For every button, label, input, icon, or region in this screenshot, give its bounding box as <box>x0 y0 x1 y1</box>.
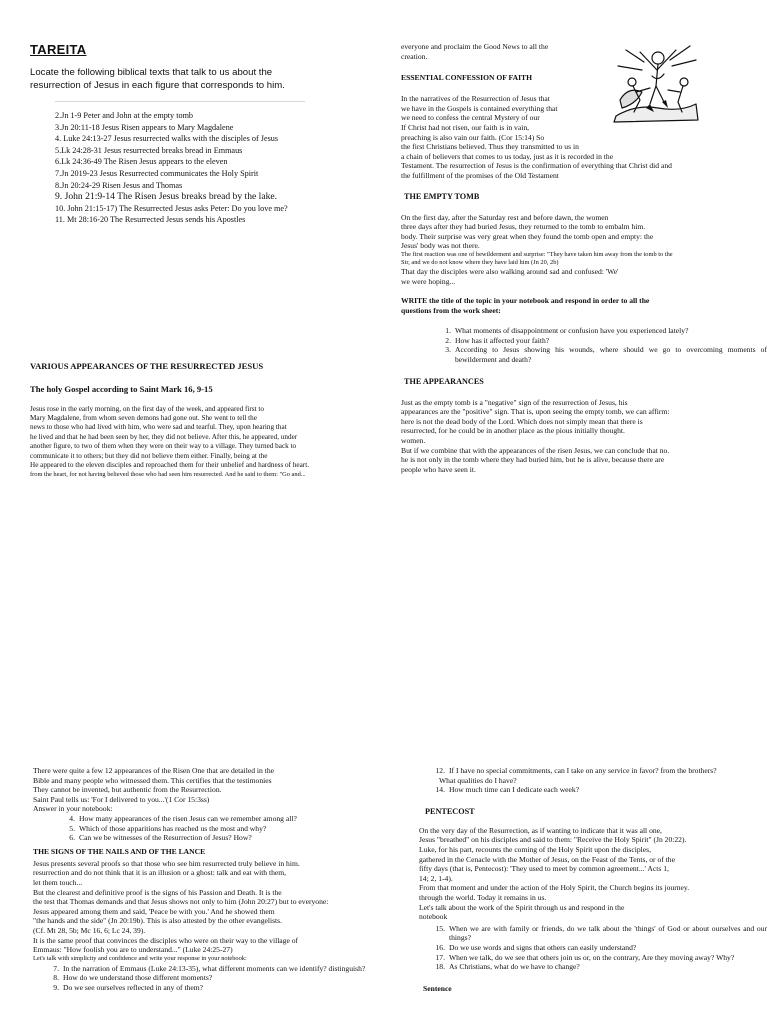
question-list-2 <box>55 814 363 843</box>
question-item <box>55 824 363 834</box>
signs-heading: THE SIGNS OF THE NAILS AND OF THE LANCE <box>33 846 206 856</box>
signs-text <box>33 859 363 955</box>
text-line: They cannot be invented, but authentic from the Resurrection. <box>33 785 222 795</box>
text-line: creation. <box>401 51 428 61</box>
text-line: Jesus "breathed" on his disciples and said to them: "Receive the Holy Spirit" (Jn 20:22). <box>419 835 687 845</box>
text-line: fifty days (that is, Pentecost): 'They used to meet by common agreement...' Acts 1, <box>419 864 669 874</box>
text-line: Just as the empty tomb is a "negative" sign of the resurrection of Jesus, his <box>401 397 628 407</box>
text-line: appearances are the "positive" sign. That is, upon seeing the empty tomb, we can affirm: <box>401 407 670 417</box>
reference-item: 10. John 21:15-17) The Resurrected Jesus asks Peter: Do you love me? <box>55 203 288 213</box>
reference-item: 9. John 21:9-14 The Risen Jesus breaks bread by the lake. <box>55 191 278 203</box>
question-text: When we are with family or friends, do we talk about the 'things' of God or about ourselves and our things? <box>449 923 767 943</box>
question-item <box>39 983 394 993</box>
question-text: In the narration of Emmaus (Luke 24:13-35), what different moments can we identify? distinguish? <box>63 963 366 973</box>
text-line: people who have seen it. <box>401 464 476 474</box>
text-line: news to those who had lived with him, who were sad and tearful. They, upon hearing that <box>30 423 287 432</box>
write-instruction <box>401 296 767 315</box>
text-line: Emmaus: "How foolish you are to understand..." (Luke 24:25-27) <box>33 945 233 955</box>
resurrection-illustration <box>606 42 702 124</box>
reference-item: 6.Lk 24:36-49 The Risen Jesus appears to the eleven <box>55 157 228 167</box>
text-line: we have in the Gospels is contained everything that <box>401 103 558 113</box>
text-line: preaching is also vain our faith. (Cor 15:14) So <box>401 132 545 142</box>
question-number: 17. <box>435 952 445 962</box>
text-line: resurrection and do not think that it is an illusion or a ghost: talk and eat with them, <box>33 868 287 878</box>
text-line: Luke, for his part, recounts the coming of the Holy Spirit upon the disciples, <box>419 844 651 854</box>
right-top-column <box>401 42 767 474</box>
question-list-4 <box>425 766 745 776</box>
gospel-continuation: from the heart, for not having believed those who had seen him resurrected. And he said to them: "Go and... <box>30 471 306 479</box>
question-item <box>425 766 745 776</box>
empty-tomb-text <box>401 213 767 251</box>
question-item <box>55 814 363 824</box>
text-line: another figure, to two of them when they were on their way to a village. They turned back to <box>30 442 297 451</box>
empty-tomb-quote <box>401 251 767 267</box>
question-number: 7. <box>53 963 59 973</box>
text-line: Answer in your notebook: <box>33 804 113 814</box>
question-text: How do we understand those different moments? <box>63 973 213 983</box>
text-line: here is not the dead body of the Lord. Which does not simply mean that there is <box>401 416 643 426</box>
text-line: the fulfillment of the promises of the Old Testament <box>401 170 559 180</box>
question-text: Do we use words and signs that others can easily understand? <box>449 942 637 952</box>
text-line: Saint Paul tells us: 'For I delivered to you...'(1 Cor 15:3ss) <box>33 794 210 804</box>
text-line: Bible and many people who witnessed them. This certifies that the testimonies <box>33 775 272 785</box>
text-line: On the very day of the Resurrection, as if wanting to indicate that it was all one, <box>419 825 662 835</box>
reference-item: 5.Lk 24:28-31 Jesus resurrected breaks bread in Emmaus <box>55 145 243 155</box>
text-line: we need to confess the central Mystery of our <box>401 113 540 123</box>
question-list-5 <box>425 785 745 795</box>
text-line: From that moment and under the action of the Holy Spirit, the Church begins its journey. <box>419 883 690 893</box>
question-number: 16. <box>435 942 445 952</box>
empty-tomb-text-2 <box>401 267 767 286</box>
signs-instruction: Let's talk with simplicity and confidence and write your response in your notebook: <box>33 954 247 962</box>
text-line: Jesus rose in the early morning, on the first day of the week, and appeared first to <box>30 404 264 413</box>
text-line: But the clearest and definitive proof is the signs of his Passion and Death. It is the <box>33 887 282 897</box>
question-number: 18. <box>435 962 445 972</box>
reference-item: 7.Jn 2019-23 Jesus Resurrected communicates the Holy Spirit <box>55 168 259 178</box>
reference-item: 4. Luke 24:13-27 Jesus resurrected walks with the disciples of Jesus <box>55 134 279 144</box>
text-line: Sir, and we do not know where they have laid him (Jn 20, 2b) <box>401 258 559 266</box>
reference-item: 11. Mt 28:16-20 The Resurrected Jesus sends his Apostles <box>55 215 246 225</box>
text-line: (Cf. Mt 28, 5b; Mc 16, 6; Lc 24, 39). <box>33 925 146 935</box>
text-line: WRITE the title of the topic in your notebook and respond in order to all the <box>401 296 650 306</box>
text-line: he lived and that he had been seen by her, they did not believe. After this, he appeared, under <box>30 432 298 441</box>
question-item <box>55 833 363 843</box>
reference-item: 2.Jn 1-9 Peter and John at the empty tomb <box>55 111 194 120</box>
the-appearances-text <box>401 398 767 475</box>
cut-line <box>55 101 305 102</box>
question-list-3 <box>39 964 394 993</box>
question-text: Do we see ourselves reflected in any of them? <box>63 982 204 992</box>
question-text: How much time can I dedicate each week? <box>449 785 580 795</box>
qualities-question: What qualities do I have? <box>439 775 517 785</box>
text-line: he is not only in the tomb where they had buried him, but he is alive, because there are <box>401 455 665 465</box>
text-line: everyone and proclaim the Good News to all the <box>401 42 549 51</box>
question-item <box>425 924 767 943</box>
text-line: He appeared to the eleven disciples and reproached them for their unbelief and hardness of heart. <box>30 461 309 470</box>
the-appearances-heading: THE APPEARANCES <box>404 376 484 386</box>
text-line: "the hands and the side" (Jn 20:19b). This is also attested by the other evangelists. <box>33 916 283 926</box>
question-number: 9. <box>53 982 59 992</box>
text-line: In the narratives of the Resurrection of Jesus that <box>401 94 550 104</box>
text-line: body. Their surprise was very great when they found the tomb open and empty: the <box>401 231 654 241</box>
pentecost-text <box>419 826 767 922</box>
text-line: the first Christians believed. Thus they transmitted to us in <box>401 142 579 152</box>
text-line: Mary Magdalene, from whom seven demons had gone out. She went to tell the <box>30 414 257 422</box>
text-line: women. <box>401 436 426 446</box>
question-number: 12. <box>435 766 445 775</box>
text-line: There were quite a few 12 appearances of the Risen One that are detailed in the <box>33 766 274 775</box>
question-number: 6. <box>69 833 75 843</box>
text-line: through the world. Today it remains in us. <box>419 892 547 902</box>
question-number: 3. <box>445 345 451 355</box>
text-line: gathered in the Cenacle with the Mother of Jesus, on the Feast of the Tents, or of the <box>419 854 675 864</box>
text-line: It is the same proof that convinces the disciples who were on their way to the village of <box>33 935 299 945</box>
question-text: If I have no special commitments, can I take on any service in favor? from the brothers? <box>449 766 717 775</box>
question-number: 8. <box>53 973 59 983</box>
question-item <box>39 973 394 983</box>
empty-tomb-heading: THE EMPTY TOMB <box>404 191 480 201</box>
question-list-1 <box>431 326 767 364</box>
left-bottom-column <box>33 766 366 992</box>
question-text: As Christians, what do we have to change? <box>449 962 580 972</box>
text-line: the test that Thomas demands and that Jesus shows not only to him (John 20:27) but to everyone: <box>33 897 329 907</box>
question-number: 4. <box>69 813 75 823</box>
appearances-heading: VARIOUS APPEARANCES OF THE RESURRECTED JESUS <box>30 361 264 371</box>
question-item <box>39 964 394 974</box>
question-number: 14. <box>435 785 445 795</box>
appearances-intro-text <box>33 766 363 814</box>
text-line: questions from the work sheet: <box>401 305 501 315</box>
confession-text <box>401 94 767 180</box>
text-line: That day the disciples were also walking around sad and confused: 'We' <box>401 266 619 276</box>
text-line: we were hoping... <box>401 276 456 286</box>
text-line: Jesus' body was not there. <box>401 241 480 251</box>
question-text: When we talk, do we see that others join us or, on the contrary, Are they moving away? Why? <box>449 952 735 962</box>
text-line: But if we combine that with the appearances of the risen Jesus, we can conclude that no. <box>401 445 670 455</box>
text-line: Let's talk about the work of the Spirit through us and respond in the <box>419 902 625 912</box>
question-item <box>431 345 767 364</box>
question-number: 5. <box>69 823 75 833</box>
pentecost-heading: PENTECOST <box>425 806 475 816</box>
question-text: How has it affected your faith? <box>455 335 550 345</box>
gospel-text <box>30 405 350 471</box>
instruction-text: Locate the following biblical texts that talk to us about the resurrection of Jesus in each figure that corresponds to him. <box>30 67 285 91</box>
question-text: According to Jesus showing his wounds, where should we go to overcoming moments of bewilderment and death? <box>455 345 767 365</box>
text-line: let them touch... <box>33 877 83 887</box>
question-number: 2. <box>445 335 451 345</box>
question-text: Can we be witnesses of the Resurrection of Jesus? How? <box>79 833 252 843</box>
question-text: What moments of disappointment or confusion have you experienced lately? <box>455 326 689 336</box>
reference-item: 8.Jn 20:24-29 Risen Jesus and Thomas <box>55 180 183 190</box>
page-title: TAREITA <box>30 42 87 57</box>
text-line: On the first day, after the Saturday rest and before dawn, the women <box>401 212 609 222</box>
confession-heading: ESSENTIAL CONFESSION OF FAITH <box>401 73 533 83</box>
question-number: 15. <box>435 923 445 933</box>
question-number: 1. <box>445 326 451 336</box>
question-text: How many appearances of the risen Jesus can we remember among all? <box>79 813 297 823</box>
text-line: three days after they had buried Jesus, they returned to the tomb to embalm him. <box>401 222 646 232</box>
left-top-column <box>30 42 350 93</box>
biblical-references-list <box>55 101 305 241</box>
question-item <box>431 336 767 346</box>
question-item <box>425 953 767 963</box>
sentence-heading: Sentence <box>423 983 452 993</box>
text-line: Jesus appeared among them and said, 'Peace be with you.' And he showed them <box>33 906 275 916</box>
text-line: a chain of believers that comes to us today, just as it is recorded in the <box>401 151 614 161</box>
question-item <box>425 943 767 953</box>
appearances-section <box>30 361 350 479</box>
text-line: communicate it to others; but they did not believe them either. Finally, being at the <box>30 451 268 460</box>
reference-item: 3.Jn 20:11-18 Jesus Risen appears to Mary Magdalene <box>55 122 234 132</box>
text-line: Jesus presents several proofs so that those who see him resurrected truly believe in him. <box>33 858 300 868</box>
question-list-6 <box>425 924 767 972</box>
text-line: If Christ had not risen, our faith is in vain, <box>401 122 530 132</box>
text-line: resurrected, for he could be in another place as the pious initially thought. <box>401 426 625 436</box>
question-item <box>425 785 745 795</box>
text-line: 14; 2, 1-4). <box>419 873 453 883</box>
text-line: notebook <box>419 912 448 922</box>
text-line: The first reaction was one of bewilderment and surprise: "They have taken him away from the tomb to the <box>401 250 673 258</box>
question-item <box>425 962 767 972</box>
text-line: Testament. The resurrection of Jesus is the confirmation of everything that Christ did and <box>401 161 672 171</box>
gospel-subheading: The holy Gospel according to Saint Mark 16, 9-15 <box>30 384 213 394</box>
question-text: Which of those apparitions has reached us the most and why? <box>79 823 267 833</box>
question-item <box>431 326 767 336</box>
intro-text <box>401 42 621 61</box>
right-bottom-column <box>419 766 767 993</box>
